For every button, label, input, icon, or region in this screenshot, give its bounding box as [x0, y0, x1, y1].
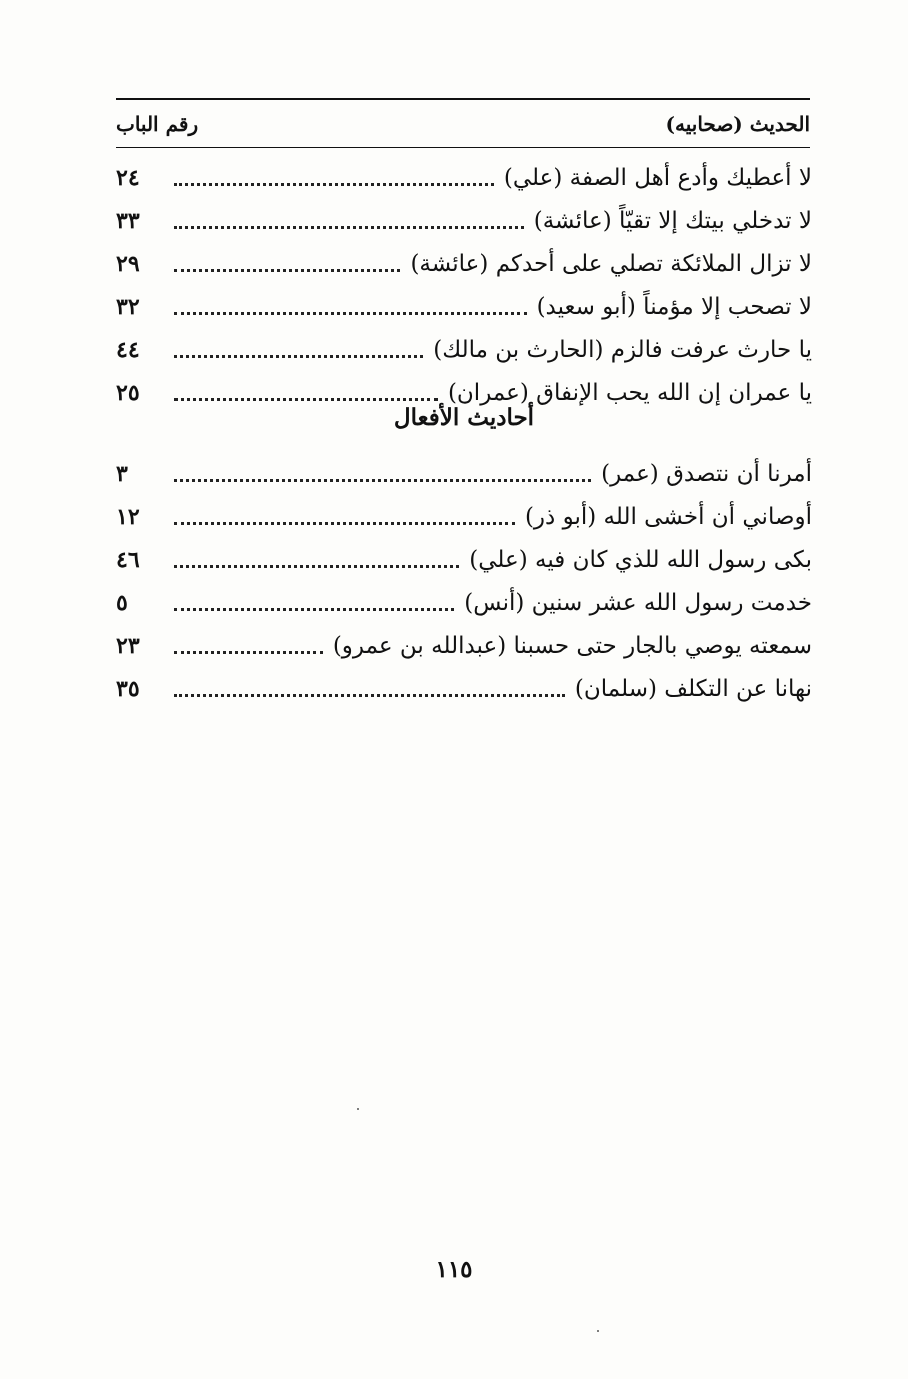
dot-leader [174, 694, 565, 697]
list-item [116, 581, 812, 624]
chapter-number: ٢٥ [116, 379, 140, 406]
dot-leader [174, 355, 423, 358]
dot-leader [174, 522, 515, 525]
list-item [116, 667, 812, 710]
chapter-number: ٤٦ [116, 546, 140, 573]
header-top-rule [116, 98, 810, 100]
list-item [116, 538, 812, 581]
chapter-number: ٢٤ [116, 164, 140, 191]
dot-leader [174, 479, 591, 482]
dot-leader [174, 398, 438, 401]
hadith-text: يا عمران إن الله يحب الإنفاق (عمران) [447, 379, 812, 406]
chapter-number-column-heading: رقم الباب [116, 112, 199, 136]
hadith-text: نهانا عن التكلف (سلمان) [574, 675, 812, 702]
list-item [116, 452, 812, 495]
hadith-text: أمرنا أن نتصدق (عمر) [601, 460, 812, 487]
dot-leader [174, 183, 494, 186]
hadith-list-sayings [116, 156, 812, 414]
list-item [116, 242, 812, 285]
hadith-text: خدمت رسول الله عشر سنين (أنس) [464, 589, 812, 616]
dot-leader [174, 608, 454, 611]
hadith-text: يا حارث عرفت فالزم (الحارث بن مالك) [433, 336, 812, 363]
hadith-text: لا تدخلي بيتك إلا تقيّاً (عائشة) [533, 207, 812, 234]
hadith-text: سمعته يوصي بالجار حتى حسبنا (عبدالله بن عمرو) [332, 632, 812, 659]
list-item [116, 156, 812, 199]
hadith-text: لا أعطيك وأدع أهل الصفة (علي) [503, 164, 812, 191]
hadith-list-actions [116, 452, 812, 710]
list-item [116, 328, 812, 371]
paper-speck [597, 1330, 599, 1332]
header-bottom-rule [116, 147, 810, 148]
dot-leader [174, 269, 400, 272]
hadith-text: لا تزال الملائكة تصلي على أحدكم (عائشة) [410, 250, 812, 277]
chapter-number: ٣ [116, 460, 128, 487]
chapter-number: ٢٩ [116, 250, 140, 277]
paper-speck [357, 1108, 359, 1110]
chapter-number: ٣٢ [116, 293, 140, 320]
dot-leader [174, 651, 323, 654]
hadith-text: لا تصحب إلا مؤمناً (أبو سعيد) [536, 293, 812, 320]
section-heading: أحاديث الأفعال [393, 404, 535, 431]
chapter-number: ٣٣ [116, 207, 140, 234]
dot-leader [174, 226, 524, 229]
list-item [116, 285, 812, 328]
dot-leader [174, 565, 459, 568]
chapter-number: ١٢ [116, 503, 140, 530]
list-item [116, 495, 812, 538]
hadith-text: أوصاني أن أخشى الله (أبو ذر) [524, 503, 812, 530]
table-header [116, 106, 810, 142]
page-number: ١١٥ [435, 1256, 473, 1283]
list-item [116, 624, 812, 667]
chapter-number: ٤٤ [116, 336, 140, 363]
chapter-number: ٣٥ [116, 675, 140, 702]
hadith-text: بكى رسول الله للذي كان فيه (علي) [469, 546, 812, 573]
chapter-number: ٢٣ [116, 632, 140, 659]
chapter-number: ٥ [116, 589, 128, 616]
list-item [116, 199, 812, 242]
dot-leader [174, 312, 527, 315]
hadith-column-heading: الحديث (صحابيه) [665, 112, 810, 136]
